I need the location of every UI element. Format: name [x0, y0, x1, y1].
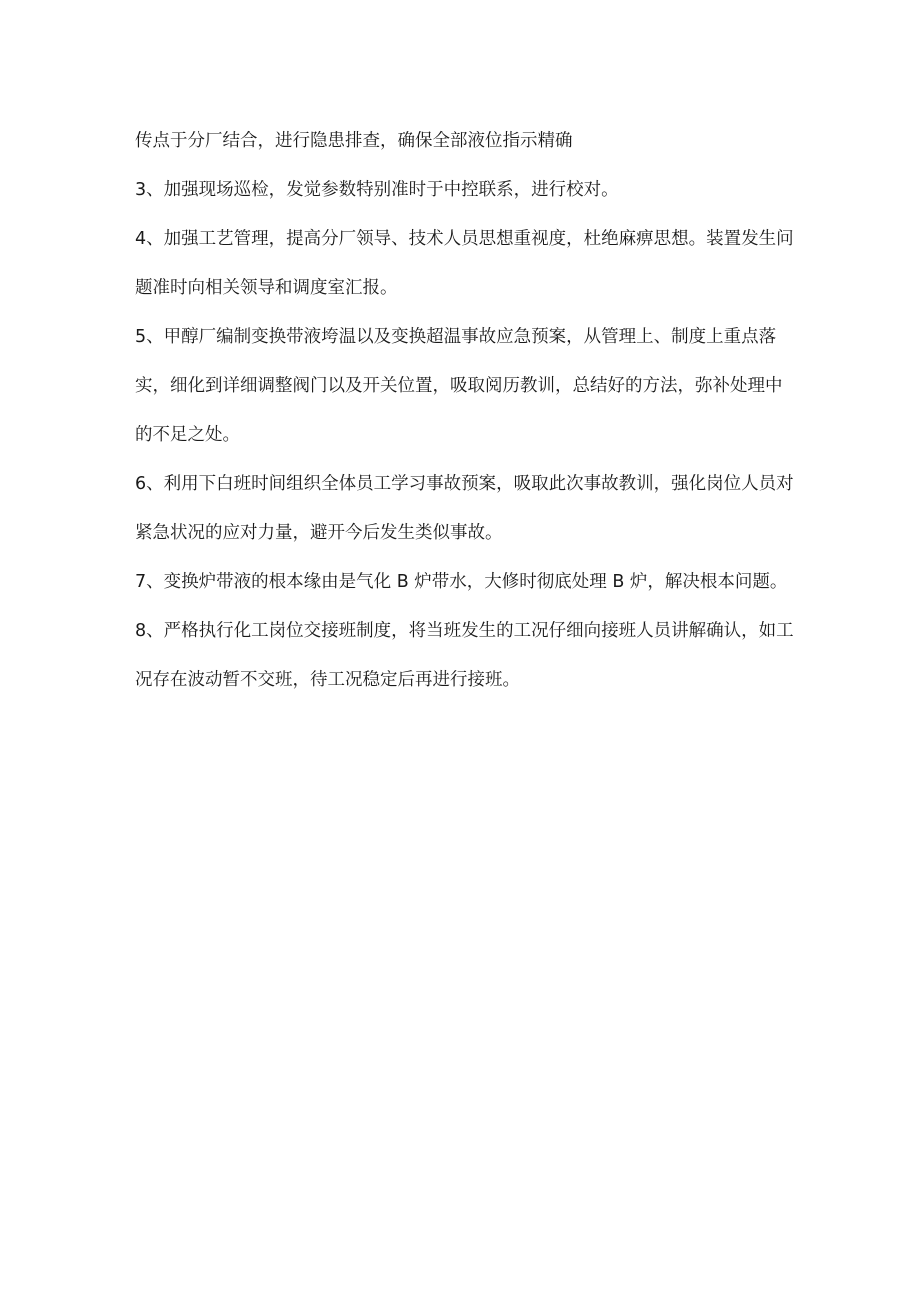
paragraph-continuation: 传点于分厂结合，进行隐患排查，确保全部液位指示精确	[135, 131, 573, 151]
paragraph-item-7: 7、变换炉带液的根本缘由是气化 B 炉带水，大修时彻底处理 B 炉，解决根本问题。	[135, 572, 788, 592]
paragraph-item-5: 5、甲醇厂编制变换带液垮温以及变换超温事故应急预案，从管理上、制度上重点落实，细化到详细调整阀门以及开关位置，吸取阅历教训，总结好的方法，弥补处理中的不足之处。	[135, 327, 783, 445]
paragraph-item-6: 6、利用下白班时间组织全体员工学习事故预案，吸取此次事故教训，强化岗位人员对紧急状况的应对力量，避开今后发生类似事故。	[135, 474, 794, 543]
document-body	[135, 117, 795, 705]
paragraph-item-3: 3、加强现场巡检，发觉参数特别准时于中控联系，进行校对。	[135, 180, 619, 200]
paragraph-item-8: 8、严格执行化工岗位交接班制度，将当班发生的工况仔细向接班人员讲解确认，如工况存在波动暂不交班，待工况稳定后再进行接班。	[135, 621, 794, 690]
paragraph-item-4: 4、加强工艺管理，提高分厂领导、技术人员思想重视度，杜绝麻痹思想。装置发生问题准时向相关领导和调度室汇报。	[135, 229, 794, 298]
